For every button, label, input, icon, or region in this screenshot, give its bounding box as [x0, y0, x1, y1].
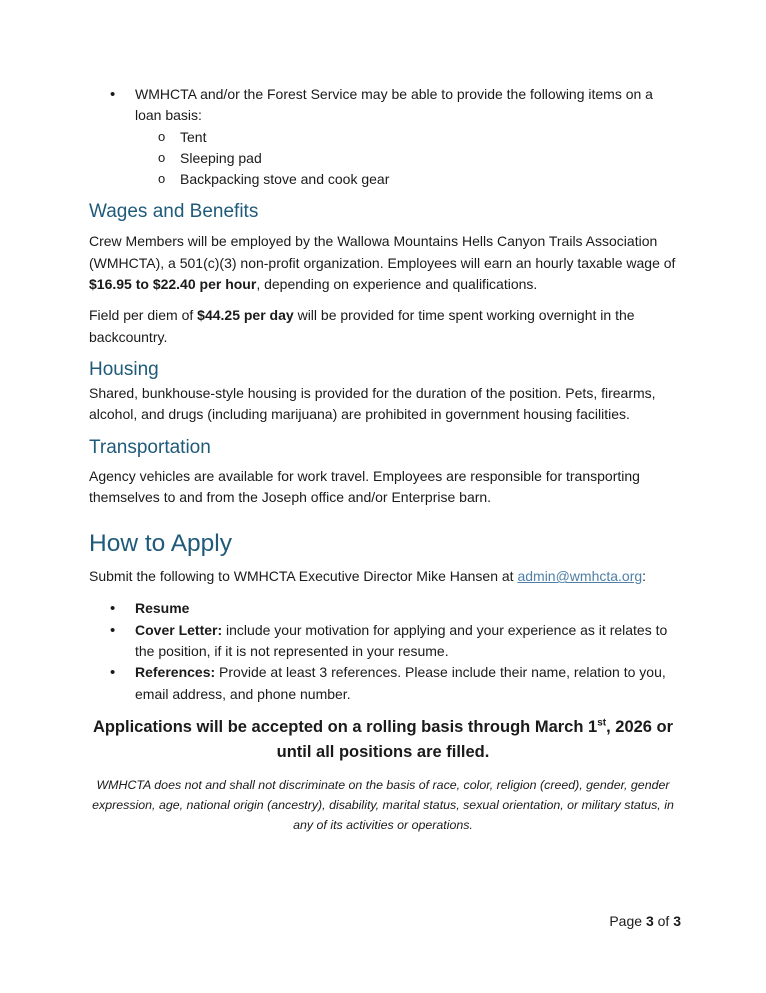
apply-heading: How to Apply — [89, 530, 232, 558]
email-link[interactable]: admin@wmhcta.org — [517, 568, 643, 585]
list-item: o Sleeping pad — [89, 148, 677, 169]
wages-paragraph — [89, 231, 677, 295]
apply-list — [89, 598, 677, 704]
loan-items — [89, 127, 677, 191]
page-content — [89, 84, 677, 835]
loan-intro: WMHCTA and/or the Forest Service may be able to provide the following items on a loan basis: — [135, 86, 653, 124]
wages-heading: Wages and Benefits — [89, 201, 259, 223]
item-text: include your motivation for applying and your experience as it relates to the position, if it is not represented in your resume. — [135, 621, 668, 660]
housing-heading: Housing — [89, 358, 159, 380]
per-diem-amount: $44.25 per day — [197, 307, 294, 324]
submit-paragraph — [89, 566, 677, 587]
transportation-heading: Transportation — [89, 436, 211, 458]
wage-range: $16.95 to $22.40 per hour — [89, 276, 257, 293]
loan-list — [89, 84, 677, 190]
list-item — [89, 662, 677, 705]
ordinal-suffix: st — [597, 717, 607, 729]
deadline-text: , 2026 or until all positions are filled. — [276, 717, 674, 761]
list-item — [89, 620, 677, 663]
page-number — [609, 913, 681, 929]
wages-text: Crew Members will be employed by the Wallowa Mountains Hells Canyon Trails Association (WMHCTA), a 501(c)(3) non-profit organization. Employees will earn an hourly taxable wage of — [89, 233, 676, 271]
deadline-text: Applications will be accepted on a rolling basis through March 1 — [92, 717, 598, 736]
nondiscrimination-statement: WMHCTA does not and shall not discriminate on the basis of race, color, religion (creed), gender, gender expression, age, national origin (ancestry), disability, marital status, sexual orientation, or military status, in any of its activities or operations. — [92, 777, 674, 832]
per-diem-paragraph — [89, 305, 677, 348]
item-text: Provide at least 3 references. Please include their name, relation to you, email address, and phone number. — [135, 664, 666, 702]
list-item — [89, 598, 677, 619]
housing-paragraph: Shared, bunkhouse-style housing is provided for the duration of the position. Pets, firearms, alcohol, and drugs (including marijuana) are prohibited in government housing facilities. — [89, 384, 656, 423]
item-label: Cover Letter: — [135, 621, 223, 638]
submit-end: : — [642, 568, 647, 585]
item-label: Resume — [135, 600, 190, 617]
list-item: o Tent — [89, 127, 677, 148]
list-item — [89, 84, 677, 190]
per-diem-text: Field per diem of — [89, 307, 198, 324]
page-word: Page — [609, 913, 643, 929]
item-label: References: — [135, 664, 216, 681]
transportation-paragraph: Agency vehicles are available for work travel. Employees are responsible for transporting themselves to and from the Joseph office and/or Enterprise barn. — [89, 467, 640, 505]
wages-text: , depending on experience and qualifications. — [256, 276, 538, 293]
current-page: 3 — [645, 913, 654, 929]
list-item: o Backpacking stove and cook gear — [89, 169, 677, 190]
submit-text: Submit the following to WMHCTA Executive Director Mike Hansen at — [89, 568, 518, 585]
deadline-statement — [89, 715, 677, 765]
total-pages: 3 — [673, 913, 681, 929]
of-word: of — [657, 913, 670, 929]
per-diem-text: will be provided for time spent working overnight in the backcountry. — [89, 307, 635, 345]
